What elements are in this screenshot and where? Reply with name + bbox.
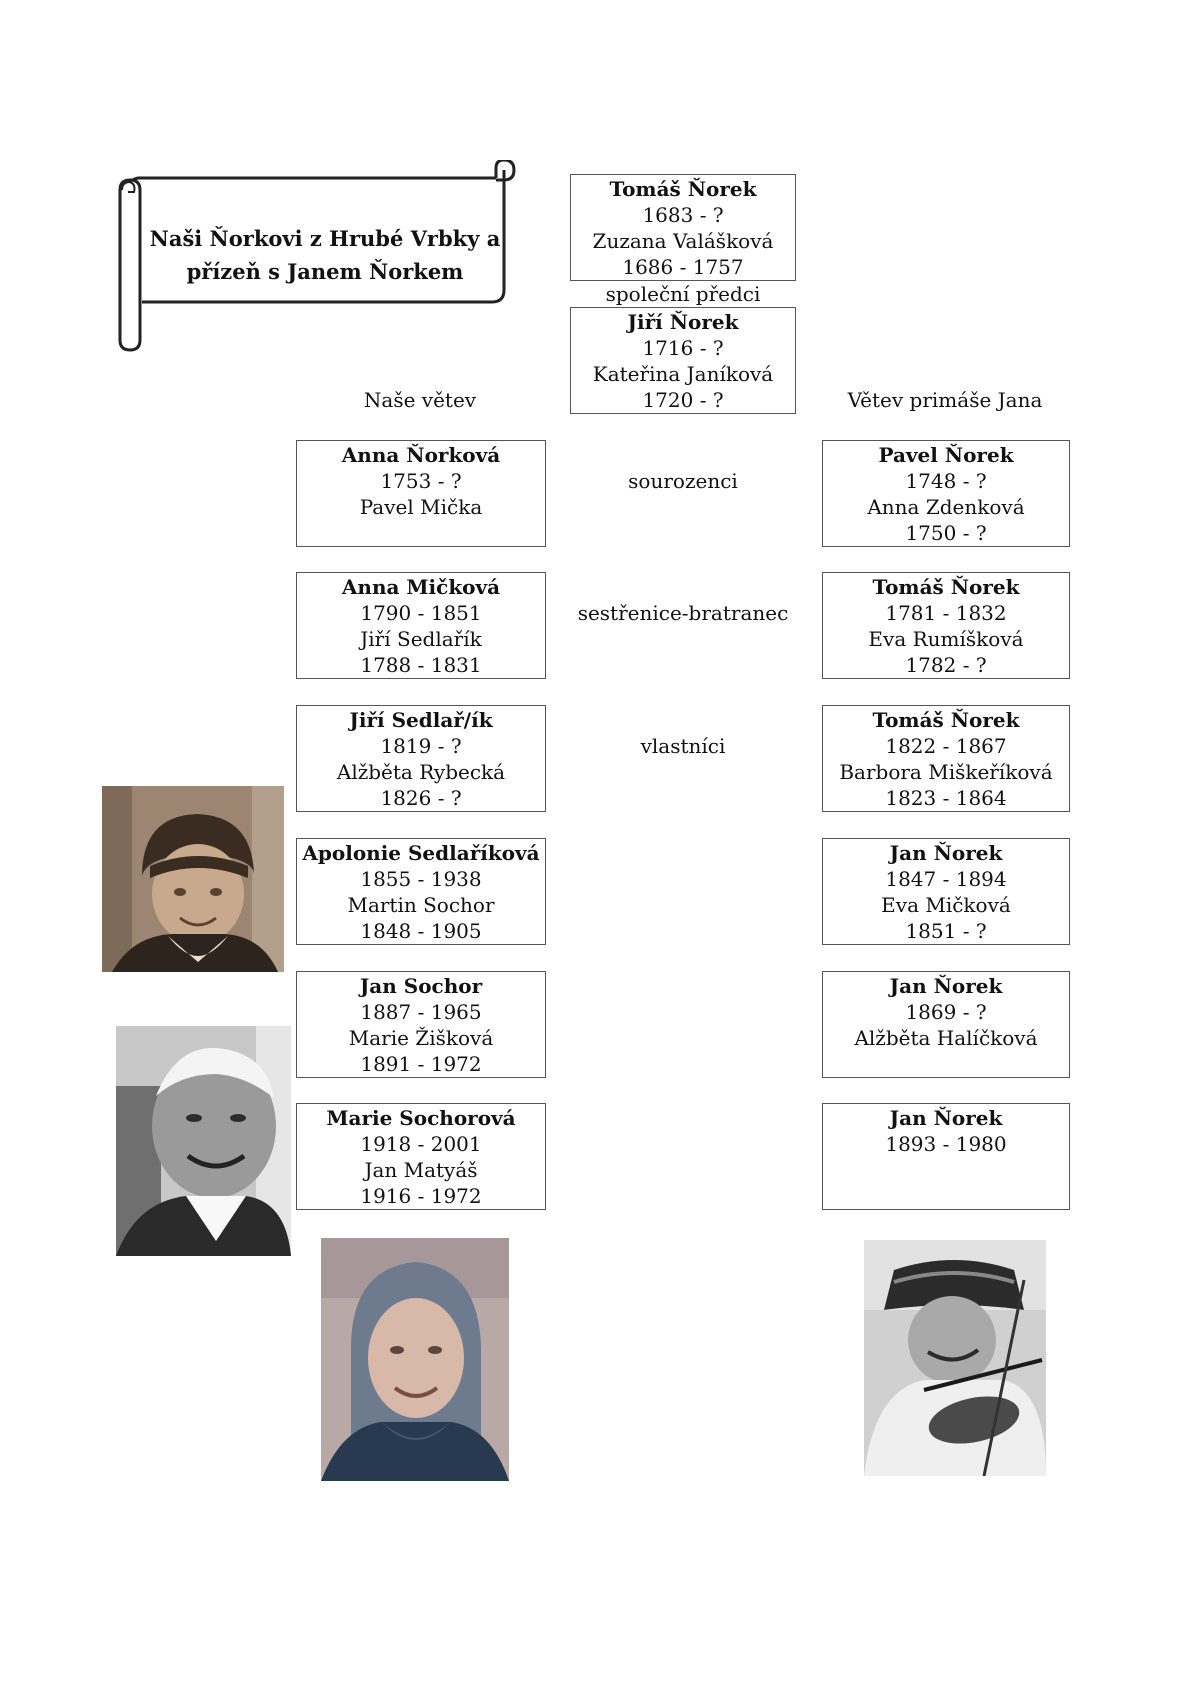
person-dates: 1822 - 1867 (885, 734, 1007, 758)
relation-label-3: vlastníci (640, 734, 726, 758)
person-name: Marie Sochorová (326, 1106, 516, 1130)
ancestor-box-1 (570, 174, 796, 281)
portrait-photo-woman-sepia (102, 786, 284, 972)
spouse-dates: 1848 - 1905 (360, 919, 482, 943)
spouse-name: Jan Matyáš (364, 1158, 478, 1182)
person-dates: 1748 - ? (905, 469, 987, 493)
person-dates: 1847 - 1894 (885, 867, 1007, 891)
portrait-photo-old-man-bw (116, 1026, 291, 1256)
person-name: Jan Ňorek (889, 1106, 1003, 1130)
portrait-photo-fiddler (864, 1240, 1046, 1476)
left-branch-box-6 (296, 1103, 546, 1210)
page-title: Naši Ňorkovi z Hrubé Vrbky a přízeň s Janem Ňorkem (149, 226, 501, 284)
right-branch-box-2 (822, 572, 1070, 679)
left-branch-box-1 (296, 440, 546, 547)
spouse-name: Anna Zdenková (867, 495, 1025, 519)
person-name: Jiří Sedlař/ík (349, 708, 493, 732)
person-dates: 1790 - 1851 (360, 601, 482, 625)
right-branch-box-6 (822, 1103, 1070, 1210)
spouse-name: Pavel Mička (359, 495, 483, 519)
right-branch-box-4 (822, 838, 1070, 945)
spouse-name: Zuzana Valášková (592, 229, 774, 253)
right-branch-box-5 (822, 971, 1070, 1078)
ancestor-box-2 (570, 307, 796, 414)
person-dates: 1819 - ? (380, 734, 462, 758)
left-branch-box-5 (296, 971, 546, 1078)
spouse-name: Alžběta Rybecká (336, 760, 506, 784)
person-dates: 1918 - 2001 (360, 1132, 482, 1156)
person-name: Tomáš Ňorek (872, 575, 1020, 599)
person-name: Apolonie Sedlaříková (302, 841, 540, 865)
person-name: Jiří Ňorek (627, 310, 739, 334)
person-name: Jan Sochor (359, 974, 483, 998)
person-dates: 1753 - ? (380, 469, 462, 493)
spouse-dates: 1750 - ? (905, 521, 987, 545)
common-ancestors-label: společní předci (605, 282, 761, 306)
portrait-photo-woman-headscarf (321, 1238, 509, 1481)
spouse-name: Marie Žišková (348, 1026, 494, 1050)
left-branch-box-3 (296, 705, 546, 812)
spouse-dates: 1686 - 1757 (622, 255, 744, 279)
person-name: Jan Ňorek (889, 841, 1003, 865)
spouse-dates: 1826 - ? (380, 786, 462, 810)
left-branch-box-4 (296, 838, 546, 945)
person-dates: 1855 - 1938 (360, 867, 482, 891)
person-name: Jan Ňorek (889, 974, 1003, 998)
person-dates: 1869 - ? (905, 1000, 987, 1024)
person-dates: 1683 - ? (642, 203, 724, 227)
right-branch-box-1 (822, 440, 1070, 547)
right-branch-box-3 (822, 705, 1070, 812)
person-name: Tomáš Ňorek (609, 177, 757, 201)
person-name: Anna Mičková (341, 575, 501, 599)
spouse-dates: 1916 - 1972 (360, 1184, 482, 1208)
spouse-name: Kateřina Janíková (592, 362, 774, 386)
left-branch-label: Naše větev (363, 388, 477, 412)
spouse-name: Barbora Miškeříková (839, 760, 1053, 784)
person-name: Anna Ňorková (341, 443, 501, 467)
spouse-dates: 1782 - ? (905, 653, 987, 677)
relation-label-1: sourozenci (628, 469, 738, 493)
person-name: Tomáš Ňorek (872, 708, 1020, 732)
left-branch-box-2 (296, 572, 546, 679)
person-dates: 1716 - ? (642, 336, 724, 360)
spouse-dates: 1720 - ? (642, 388, 724, 412)
person-name: Pavel Ňorek (878, 443, 1014, 467)
spouse-dates: 1788 - 1831 (360, 653, 482, 677)
person-dates: 1893 - 1980 (885, 1132, 1007, 1156)
person-dates: 1781 - 1832 (885, 601, 1007, 625)
spouse-dates: 1891 - 1972 (360, 1052, 482, 1076)
right-branch-label: Větev primáše Jana (847, 388, 1043, 412)
spouse-name: Eva Mičková (881, 893, 1011, 917)
spouse-name: Martin Sochor (347, 893, 495, 917)
spouse-name: Eva Rumíšková (868, 627, 1024, 651)
spouse-name: Alžběta Halíčková (854, 1026, 1038, 1050)
spouse-dates: 1823 - 1864 (885, 786, 1007, 810)
relation-label-2: sestřenice-bratranec (577, 601, 789, 625)
spouse-name: Jiří Sedlařík (360, 627, 482, 651)
person-dates: 1887 - 1965 (360, 1000, 482, 1024)
spouse-dates: 1851 - ? (905, 919, 987, 943)
